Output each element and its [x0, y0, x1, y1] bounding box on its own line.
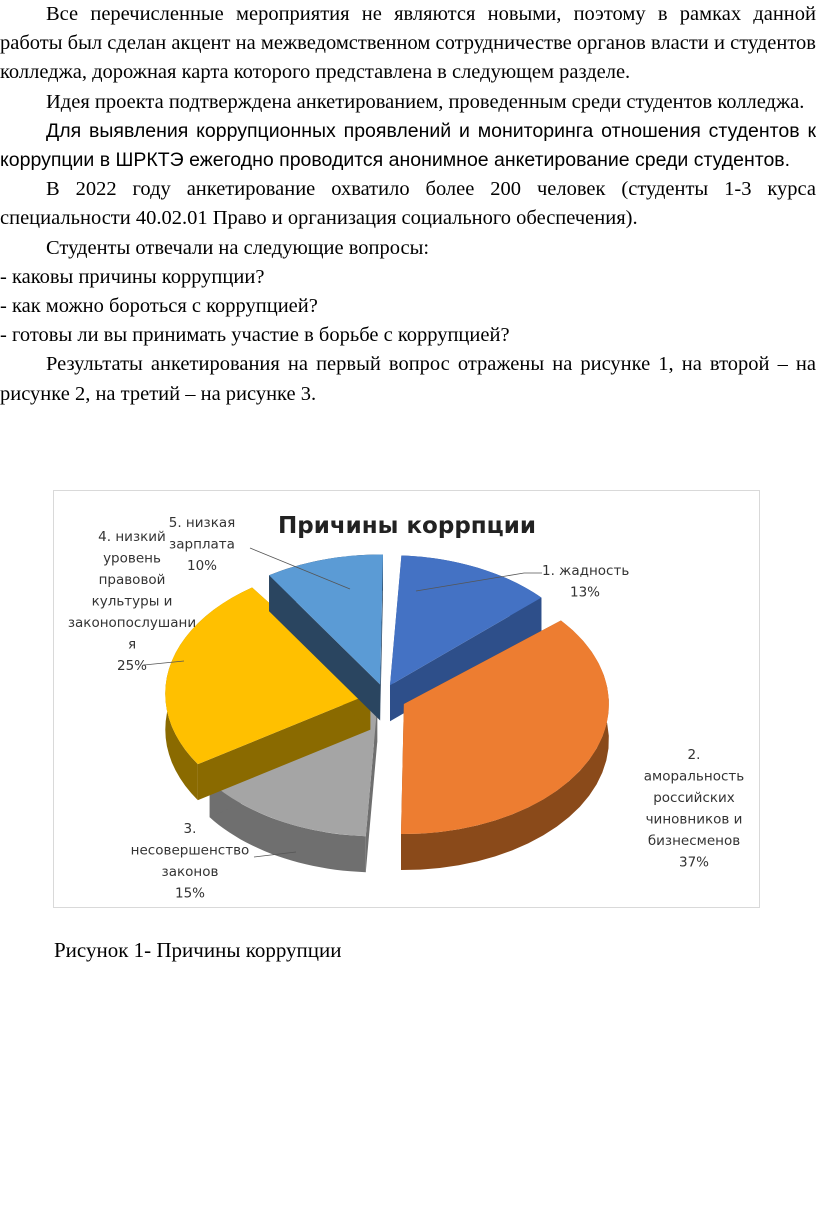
slice-label-line: законопослушани	[67, 615, 197, 631]
slice-label-2	[644, 747, 745, 871]
slice-label-line: правовой	[98, 572, 166, 588]
paragraph-idea: Идея проекта подтверждена анкетированием, проведенным среди студентов колледжа.	[46, 90, 805, 113]
question-2: - как можно бороться с коррупцией?	[0, 295, 318, 318]
body-text	[0, 0, 816, 409]
pie-chart	[54, 491, 761, 909]
slice-label-line: я	[127, 636, 137, 653]
pie-chart-frame	[53, 490, 760, 908]
question-1: - каковы причины коррупции?	[0, 265, 265, 288]
slice-label-line: уровень	[103, 550, 161, 567]
question-3: - готовы ли вы принимать участие в борьбе с коррупцией?	[0, 324, 510, 347]
slice-label-line: 2.	[687, 747, 701, 763]
slice-label-line: российских	[653, 790, 735, 806]
slice-label-line: 3.	[183, 821, 197, 837]
slice-label-line: 10%	[186, 558, 218, 574]
slice-label-5	[169, 515, 236, 574]
paragraph-coverage: В 2022 году анкетирование охватило более 200 человек (студенты 1-3 курса специальности 40.02.01 Право и организация социального обеспечения).	[0, 178, 816, 230]
pie-slices	[165, 555, 609, 873]
slice-label-line: законов	[161, 864, 219, 880]
slice-label-line: аморальность	[643, 768, 745, 785]
figure-caption: Рисунок 1- Причины коррупции	[54, 938, 342, 962]
paragraph-survey: Для выявления коррупционных проявлений и мониторинга отношения студентов к коррупции в ШРКТЭ ежегодно проводится анонимное анкетирование среди студентов.	[0, 119, 816, 172]
paragraph-questions-intro: Студенты отвечали на следующие вопросы:	[46, 236, 430, 259]
paragraph-intro: Все перечисленные мероприятия не являются новыми, поэтому в рамках данной работы был сделан акцент на межведомственном сотрудничестве органов власти и студентов колледжа, дорожная карта которого представлена в следующем разделе.	[0, 3, 816, 84]
slice-label-1	[542, 563, 629, 601]
paragraph-results: Результаты анкетирования на первый вопрос отражены на рисунке 1, на второй – на рисунке 2, на третий – на рисунке 3.	[0, 353, 816, 405]
slice-label-line: 25%	[116, 658, 148, 674]
slice-label-line: 13%	[569, 584, 601, 601]
slice-label-line: 37%	[678, 854, 710, 871]
slice-label-line: 1. жадность	[542, 563, 630, 579]
slice-label-line: 4. низкий	[98, 529, 166, 545]
slice-label-line: зарплата	[169, 536, 235, 553]
slice-label-line: несовершенство	[130, 842, 250, 859]
slice-label-line: бизнесменов	[647, 833, 741, 849]
slice-label-line: 5. низкая	[168, 515, 236, 531]
slice-label-line: 15%	[174, 885, 206, 902]
slice-label-line: чиновников и	[645, 811, 743, 828]
chart-title: Причины коррпции	[278, 513, 536, 539]
slice-label-line: культуры и	[91, 593, 173, 610]
